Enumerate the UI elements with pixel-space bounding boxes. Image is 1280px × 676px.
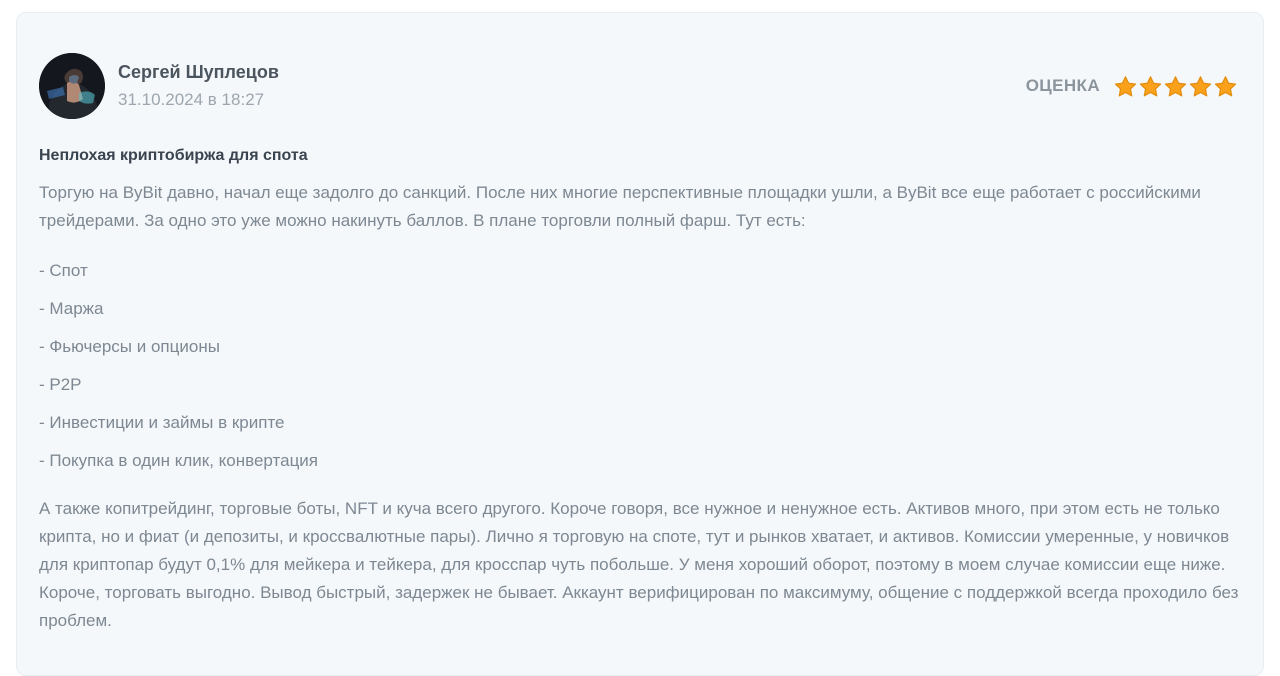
- rating-label: ОЦЕНКА: [1025, 76, 1100, 95]
- feature-list: [39, 257, 1241, 475]
- star-icon: [1114, 75, 1137, 98]
- avatar: [39, 53, 105, 119]
- feature-item: - P2P: [39, 375, 82, 394]
- star-rating: [1114, 75, 1237, 98]
- avatar-photo: [39, 53, 105, 119]
- review-paragraph-2: А также копитрейдинг, торговые боты, NFT и куча всего другого. Короче говоря, все нужное и ненужное есть. Активов много, при этом есть не только крипта, но и фиат (и депозиты, и кроссвалютные пары). Лично я торговую на споте, тут и рынков хватает, и активов. Комиссии умеренные, у новичков для криптопар будут 0,1% для мейкера и тейкера, для кросспар чуть побольше. У меня хороший оборот, поэтому в моем случае комиссии еще ниже. Короче, торговать выгодно. Вывод быстрый, задержек не бывает. Аккаунт верифицирован по максимуму, общение с поддержкой всегда проходило без проблем.: [39, 499, 1239, 630]
- review-date: 31.10.2024 в 18:27: [118, 90, 265, 109]
- author-name: Сергей Шуплецов: [118, 62, 279, 82]
- star-icon: [1214, 75, 1237, 98]
- star-icon: [1139, 75, 1162, 98]
- review-title: Неплохая криптобиржа для спота: [39, 147, 308, 164]
- star-icon: [1164, 75, 1187, 98]
- feature-item: - Инвестиции и займы в крипте: [39, 413, 285, 432]
- rating: [1026, 75, 1241, 98]
- author-block: [118, 62, 279, 110]
- review-card: [16, 12, 1264, 676]
- feature-item: - Покупка в один клик, конвертация: [39, 451, 319, 470]
- feature-item: - Спот: [39, 261, 88, 280]
- review-paragraph-1: Торгую на ByBit давно, начал еще задолго до санкций. После них многие перспективные площадки ушли, а ByBit все еще работает с российскими трейдерами. За одно это уже можно накинуть баллов. В плане торговли полный фарш. Тут есть:: [39, 183, 1201, 230]
- feature-item: - Маржа: [39, 299, 104, 318]
- review-header: [39, 53, 1241, 119]
- feature-item: - Фьючерсы и опционы: [39, 337, 220, 356]
- star-icon: [1189, 75, 1212, 98]
